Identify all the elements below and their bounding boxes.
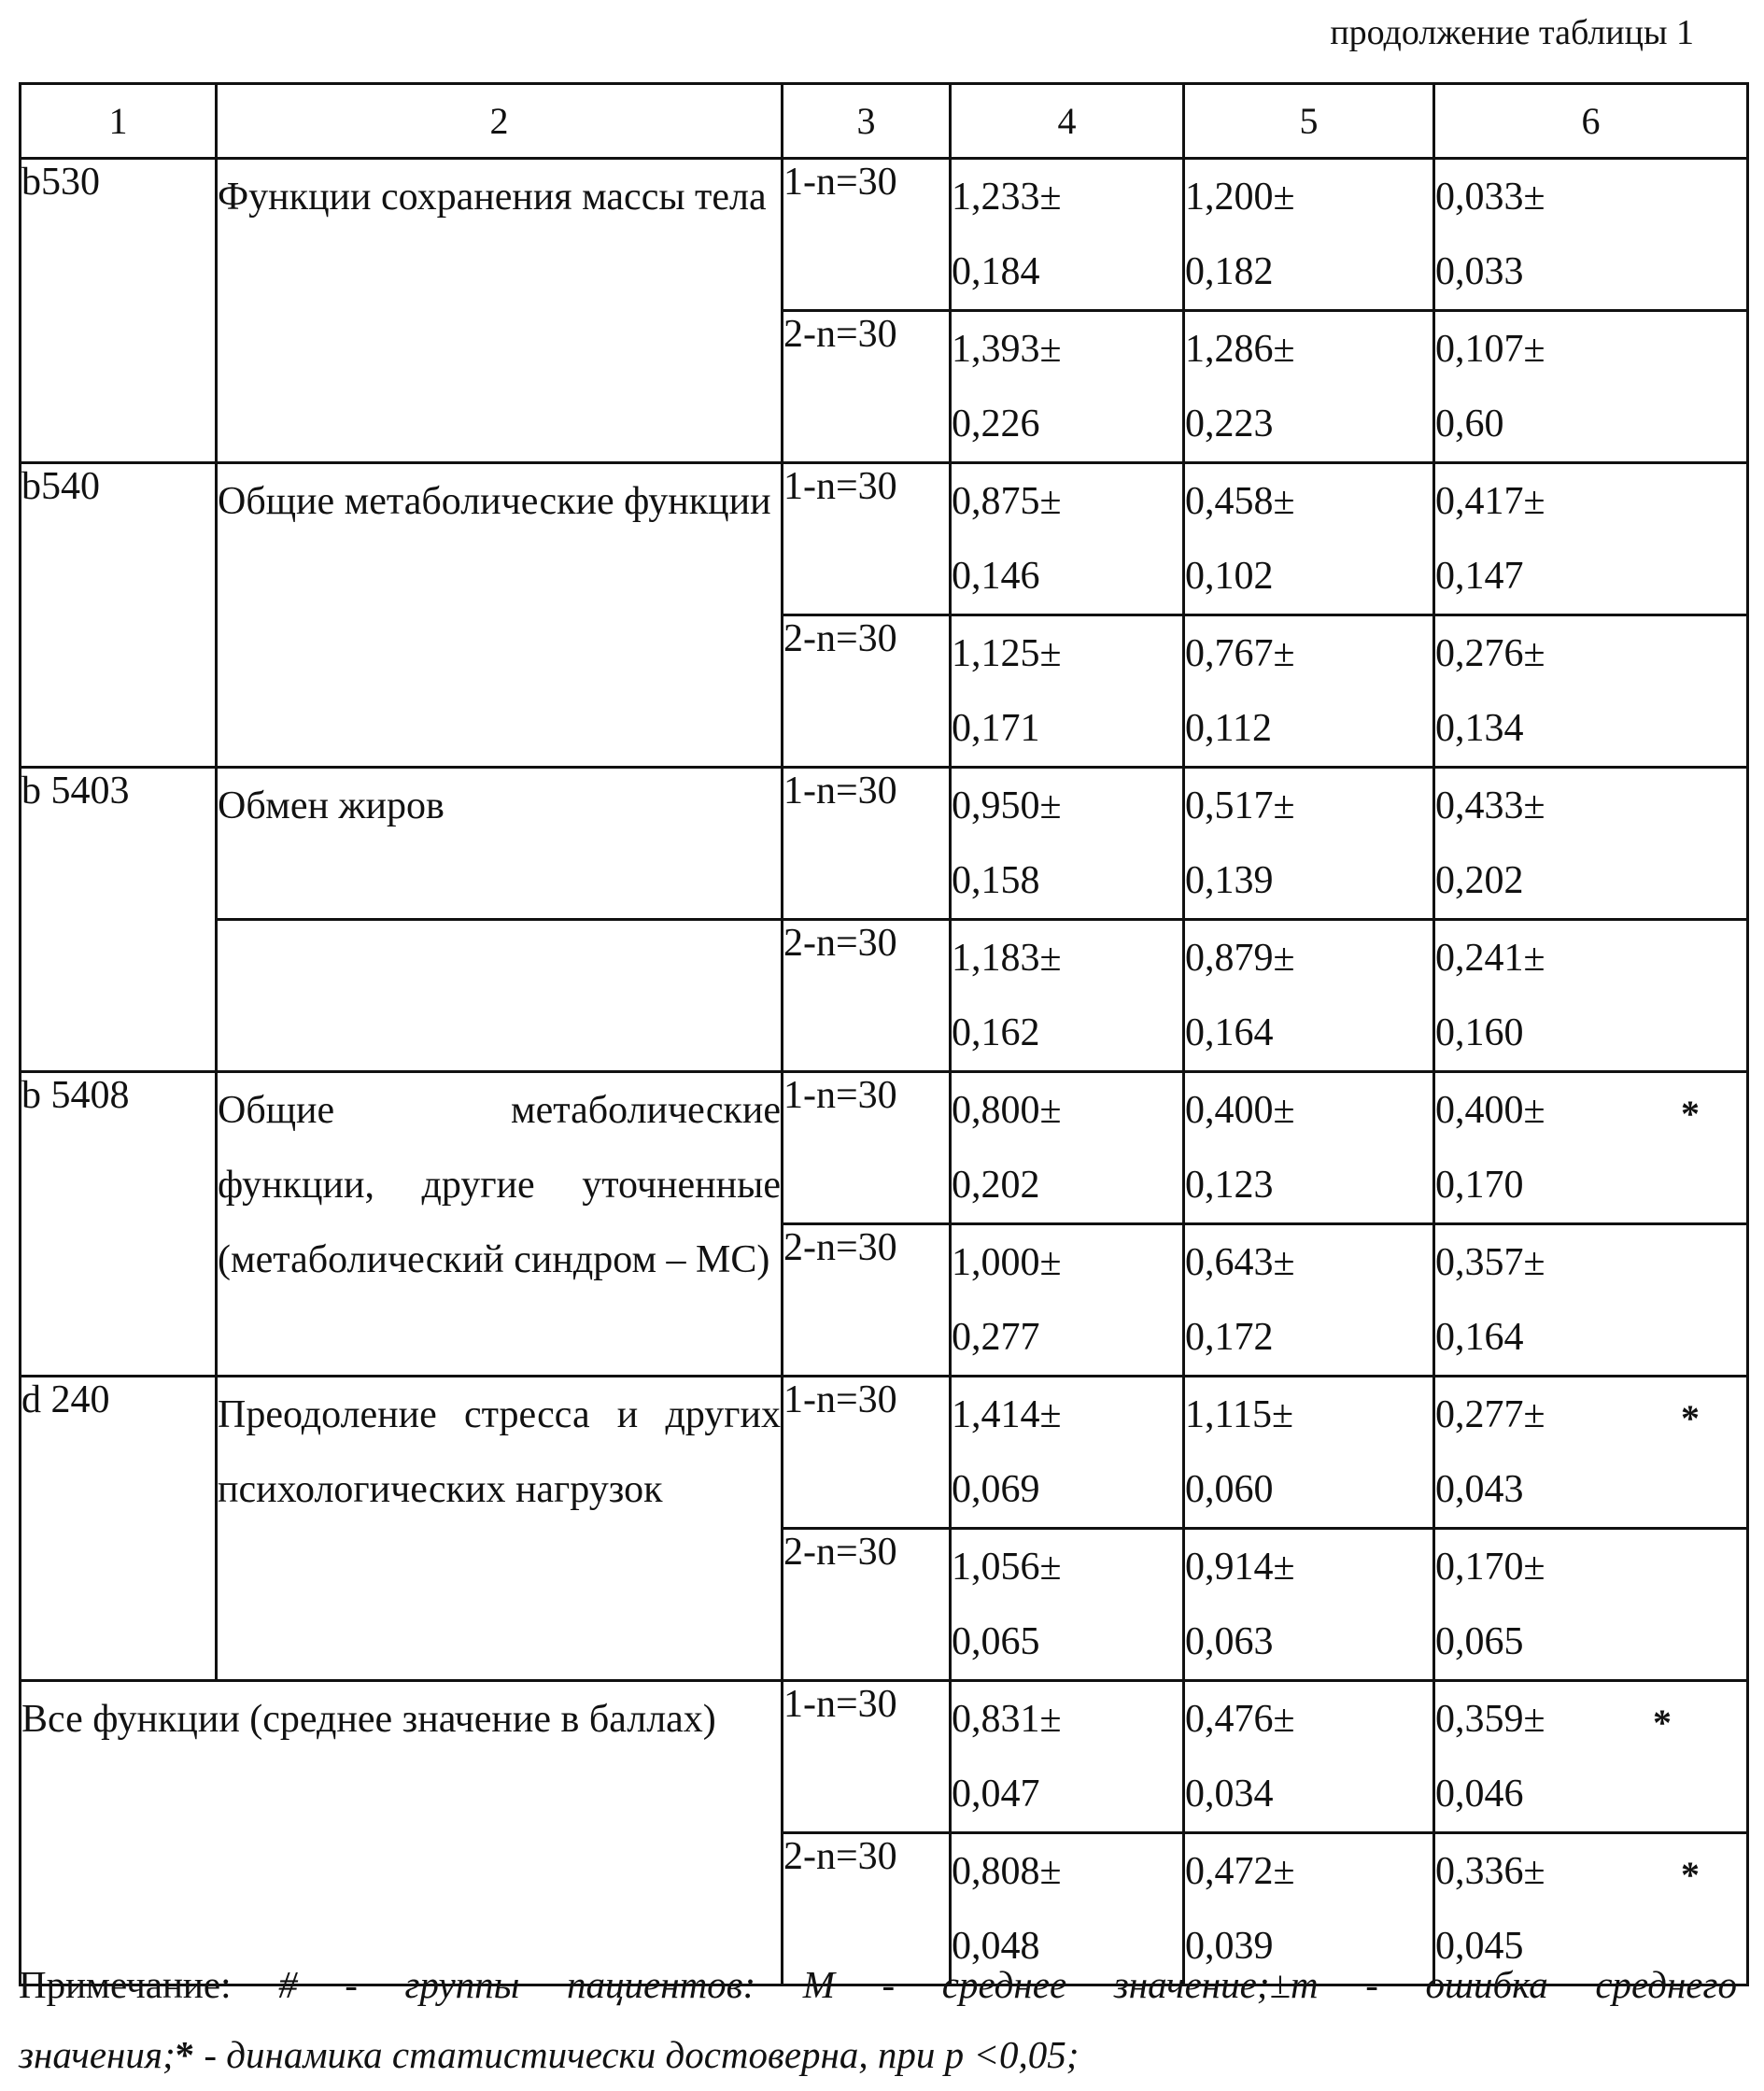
- header-col-1: 1: [21, 84, 217, 159]
- value-col-4: 1,125± 0,171: [951, 615, 1184, 768]
- function-description: Функции сохранения массы тела: [217, 159, 783, 463]
- table-row: [21, 768, 1748, 920]
- value-col-5: 1,286± 0,223: [1184, 311, 1434, 463]
- all-functions-label: Все функции (среднее значение в баллах): [21, 1681, 783, 1985]
- value-col-6: 0,170± 0,065: [1434, 1529, 1748, 1681]
- group-label: 1-n=30: [783, 463, 951, 615]
- value-col-4: 0,831± 0,047: [951, 1681, 1184, 1833]
- note-line-2a: значения;: [19, 2033, 176, 2076]
- function-code: b540: [21, 463, 217, 768]
- value-col-4: 1,414± 0,069: [951, 1377, 1184, 1529]
- group-label: 1-n=30: [783, 768, 951, 920]
- value-col-6: 0,400± 0,170 *: [1434, 1072, 1748, 1224]
- value-col-5: 1,200± 0,182: [1184, 159, 1434, 311]
- significance-star: *: [1681, 1854, 1700, 1896]
- function-description: Общие метаболические функции: [217, 463, 783, 768]
- value-col-6: 0,336± 0,045 *: [1434, 1833, 1748, 1985]
- value-col-5: 0,472± 0,039: [1184, 1833, 1434, 1985]
- value-col-5: 0,914± 0,063: [1184, 1529, 1434, 1681]
- header-row: [21, 84, 1748, 159]
- significance-star: *: [1681, 1093, 1700, 1135]
- note-line-1: # - группы пациентов: М - среднее значение;±m - ошибка среднего: [278, 1963, 1737, 2006]
- value-col-4: 1,183± 0,162: [951, 920, 1184, 1072]
- function-description: Преодоление стресса и других психологических нагрузок: [217, 1377, 783, 1681]
- value-col-6: 0,033± 0,033: [1434, 159, 1748, 311]
- value-col-5: 0,476± 0,034: [1184, 1681, 1434, 1833]
- value-col-6: 0,359± 0,046 *: [1434, 1681, 1748, 1833]
- note-prefix: Примечание:: [19, 1963, 232, 2006]
- group-label: 1-n=30: [783, 1072, 951, 1224]
- header-col-2: 2: [217, 84, 783, 159]
- significance-star: *: [1681, 1397, 1700, 1439]
- function-description: Общие метаболические функции, другие уточненные (метаболический синдром – МС): [217, 1072, 783, 1377]
- note-line-2b: - динамика статистически достоверна, при р <0,05;: [194, 2033, 1080, 2076]
- value-col-4: 0,875± 0,146: [951, 463, 1184, 615]
- group-label: 2-n=30: [783, 311, 951, 463]
- table-row: [21, 1681, 1748, 1833]
- table-row: [21, 920, 1748, 1072]
- value-col-6: 0,107± 0,60: [1434, 311, 1748, 463]
- value-col-5: 1,115± 0,060: [1184, 1377, 1434, 1529]
- group-label: 2-n=30: [783, 615, 951, 768]
- value-col-5: 0,458± 0,102: [1184, 463, 1434, 615]
- table-row: [21, 1072, 1748, 1224]
- group-label: 1-n=30: [783, 159, 951, 311]
- header-col-6: 6: [1434, 84, 1748, 159]
- value-col-4: 0,808± 0,048: [951, 1833, 1184, 1985]
- value-col-4: 1,393± 0,226: [951, 311, 1184, 463]
- value-col-4: 0,800± 0,202: [951, 1072, 1184, 1224]
- function-description: Обмен жиров: [217, 768, 783, 920]
- table-note-continuation: [19, 2020, 1079, 2090]
- table-continuation-caption: продолжение таблицы 1: [1330, 13, 1694, 52]
- empty-description-cell: [217, 920, 783, 1072]
- function-code: b 5408: [21, 1072, 217, 1377]
- header-col-5: 5: [1184, 84, 1434, 159]
- value-col-5: 0,879± 0,164: [1184, 920, 1434, 1072]
- significance-star: *: [1653, 1702, 1672, 1744]
- value-col-5: 0,767± 0,112: [1184, 615, 1434, 768]
- value-col-6: 0,433± 0,202: [1434, 768, 1748, 920]
- value-col-5: 0,643± 0,172: [1184, 1224, 1434, 1377]
- table-note: [19, 1950, 1737, 2020]
- table-row: [21, 1377, 1748, 1529]
- table-row: [21, 159, 1748, 311]
- value-col-5: 0,400± 0,123: [1184, 1072, 1434, 1224]
- value-col-4: 1,233± 0,184: [951, 159, 1184, 311]
- value-col-6: 0,241± 0,160: [1434, 920, 1748, 1072]
- group-label: 1-n=30: [783, 1377, 951, 1529]
- header-col-3: 3: [783, 84, 951, 159]
- group-label: 2-n=30: [783, 920, 951, 1072]
- results-table: [19, 82, 1749, 1986]
- value-col-5: 0,517± 0,139: [1184, 768, 1434, 920]
- function-code: d 240: [21, 1377, 217, 1681]
- value-col-6: 0,357± 0,164: [1434, 1224, 1748, 1377]
- value-col-6: 0,276± 0,134: [1434, 615, 1748, 768]
- value-col-4: 0,950± 0,158: [951, 768, 1184, 920]
- header-col-4: 4: [951, 84, 1184, 159]
- value-col-6: 0,277± 0,043 *: [1434, 1377, 1748, 1529]
- group-label: 2-n=30: [783, 1224, 951, 1377]
- group-label: 2-n=30: [783, 1529, 951, 1681]
- note-star-symbol: *: [175, 2033, 195, 2076]
- value-col-4: 1,056± 0,065: [951, 1529, 1184, 1681]
- function-code: b530: [21, 159, 217, 463]
- function-code: b 5403: [21, 768, 217, 1072]
- value-col-6: 0,417± 0,147: [1434, 463, 1748, 615]
- group-label: 1-n=30: [783, 1681, 951, 1833]
- table-row: [21, 463, 1748, 615]
- value-col-4: 1,000± 0,277: [951, 1224, 1184, 1377]
- group-label: 2-n=30: [783, 1833, 951, 1985]
